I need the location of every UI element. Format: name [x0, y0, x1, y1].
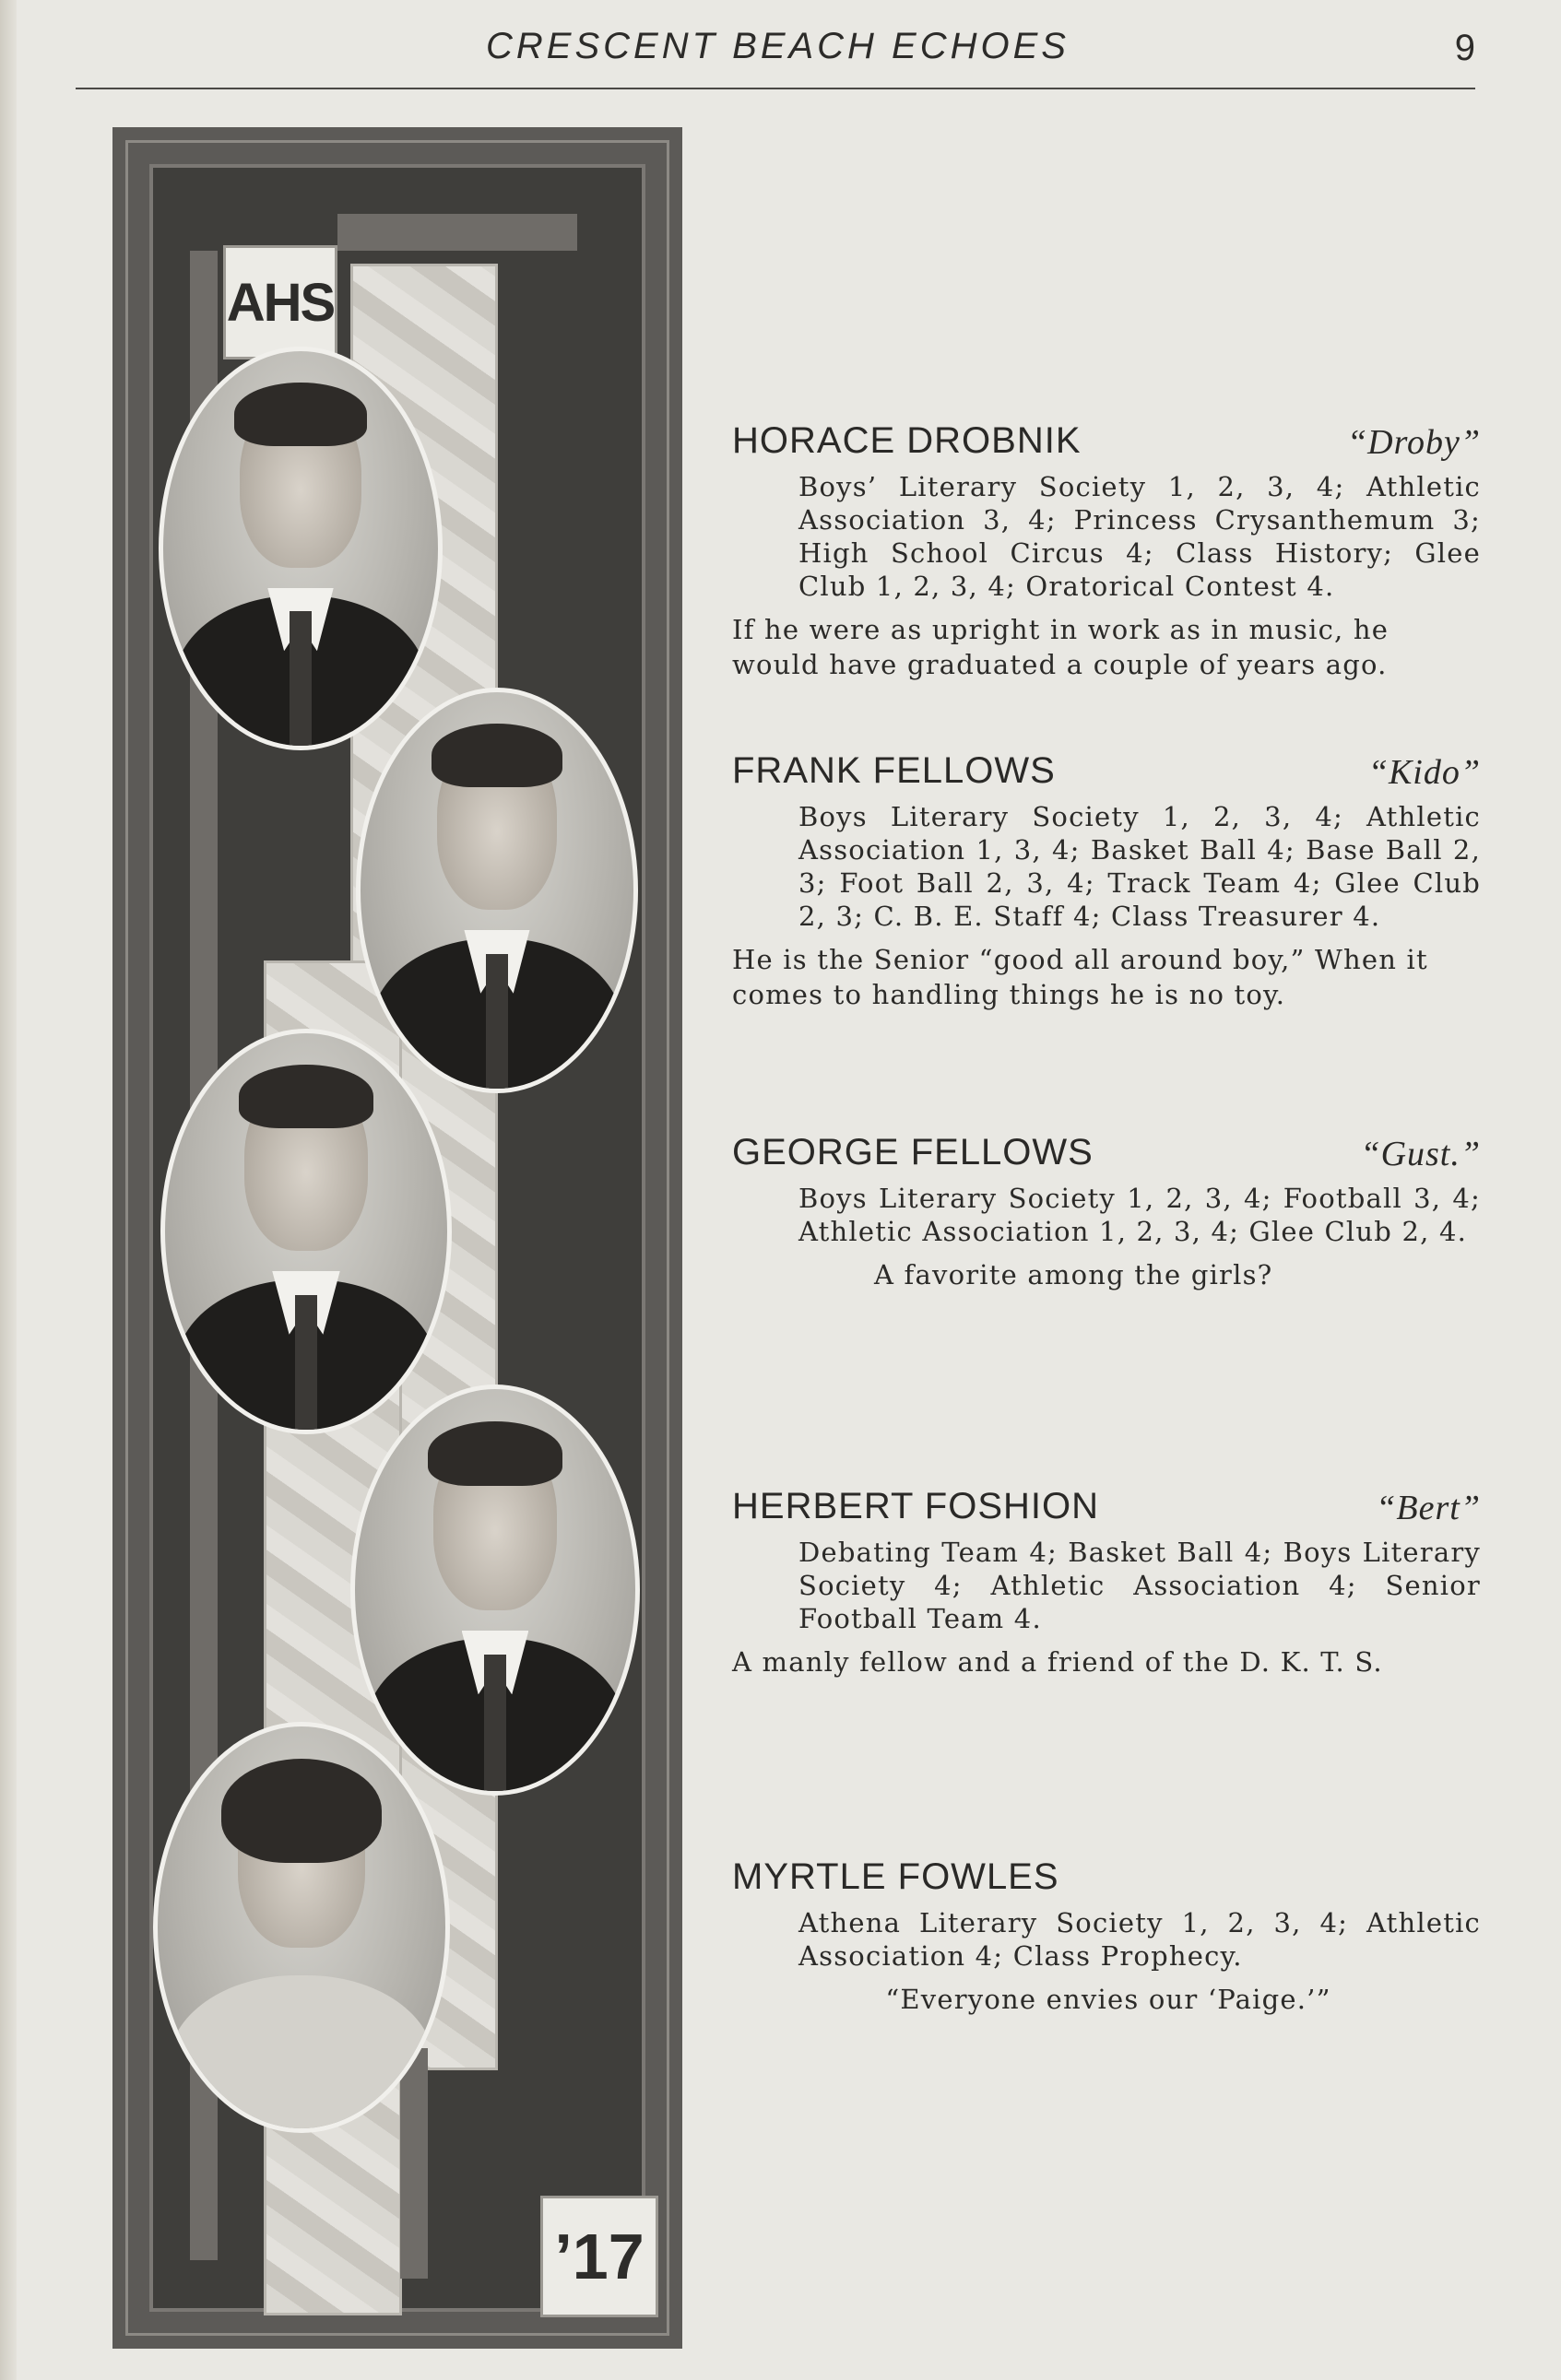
page-number: 9 — [1454, 28, 1475, 68]
student-name: GEORGE FELLOWS — [732, 1132, 1094, 1172]
student-nickname: “Kido” — [1367, 753, 1481, 792]
class-year-badge: ’17 — [540, 2196, 658, 2317]
header-rule — [76, 88, 1475, 89]
portrait-herbert-foshion — [350, 1384, 640, 1796]
panel-stripe — [337, 214, 577, 251]
student-name: HERBERT FOSHION — [732, 1486, 1100, 1526]
portrait-myrtle-fowles — [153, 1722, 450, 2133]
student-activities: Athena Literary Society 1, 2, 3, 4; Athletic Association 4; Class Prophecy. — [798, 1907, 1481, 1972]
journal-title: CRESCENT BEACH ECHOES — [486, 26, 1070, 66]
entry-frank-fellows — [732, 750, 1484, 1012]
student-name: FRANK FELLOWS — [732, 750, 1056, 791]
student-nickname: “Bert” — [1376, 1489, 1481, 1527]
student-name: HORACE DROBNIK — [732, 420, 1082, 461]
student-quote: “Everyone envies our ‘Paige.’” — [885, 1984, 1331, 2015]
student-name: MYRTLE FOWLES — [732, 1856, 1059, 1897]
entry-herbert-foshion — [732, 1486, 1484, 1679]
student-activities: Boys Literary Society 1, 2, 3, 4; Football 3, 4; Athletic Association 1, 2, 3, 4; Glee Club 2, 4. — [798, 1183, 1481, 1247]
portrait-george-fellows — [160, 1029, 452, 1434]
student-quote: He is the Senior “good all around boy,” When it comes to handling things he is no toy. — [732, 944, 1428, 1010]
student-activities: Boys Literary Society 1, 2, 3, 4; Athletic Association 1, 3, 4; Basket Ball 4; Base Ball 2, 3; Foot Ball 2, 3, 4; Track Team 4; Glee Club 2, 3; C. B. E. Staff 4; Class Treasurer 4. — [798, 801, 1481, 932]
student-activities: Boys’ Literary Society 1, 2, 3, 4; Athletic Association 3, 4; Princess Crysanthemum 3; High School Circus 4; Class History; Glee Club 1, 2, 3, 4; Oratorical Contest 4. — [798, 471, 1481, 602]
portrait-horace-drobnik — [159, 347, 443, 750]
entry-george-fellows — [732, 1132, 1484, 1292]
student-activities: Debating Team 4; Basket Ball 4; Boys Literary Society 4; Athletic Association 4; Senior Football Team 4. — [798, 1537, 1481, 1634]
student-quote: A manly fellow and a friend of the D. K. T. S. — [732, 1646, 1383, 1678]
student-quote: A favorite among the girls? — [874, 1259, 1273, 1290]
page-edge — [0, 0, 17, 2380]
portrait-frank-fellows — [356, 688, 638, 1093]
entry-myrtle-fowles — [732, 1856, 1484, 2017]
student-nickname: “Gust.” — [1360, 1135, 1481, 1173]
running-head — [76, 26, 1475, 83]
photo-panel — [112, 127, 682, 2349]
student-nickname: “Droby” — [1347, 423, 1481, 462]
student-quote: If he were as upright in work as in music, he would have graduated a couple of years ago. — [732, 614, 1390, 680]
entry-horace-drobnik — [732, 420, 1484, 682]
ahs-monogram: AHS — [223, 245, 337, 359]
